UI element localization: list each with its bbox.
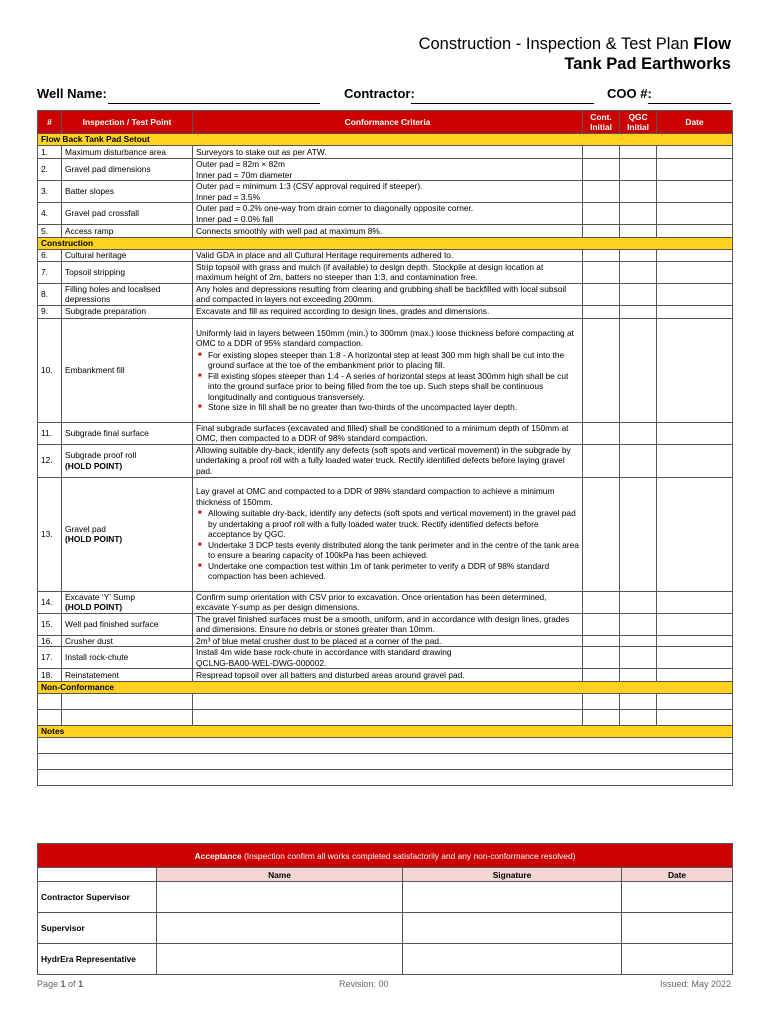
hold-point-label: (HOLD POINT) — [65, 602, 123, 612]
inspection-point-text: Gravel pad — [65, 523, 106, 534]
conformance-criteria — [193, 203, 583, 225]
inspection-point-text: Install rock-chute — [65, 652, 129, 663]
table-row — [38, 669, 733, 682]
blank-cell[interactable] — [583, 710, 620, 726]
issued-date: Issued: May 2022 — [659, 979, 731, 989]
conformance-criteria — [193, 159, 583, 181]
criteria-text: Any holes and depressions resulting from clearing and grubbing shall be backfilled with local subsoil and compacted in layers not exceeding 200mm. — [196, 283, 567, 304]
criteria-text: Lay gravel at OMC and compacted to a DDR of 98% standard compaction to achieve a minimum thickness of 150mm. — [196, 486, 555, 507]
section-header-construction — [38, 238, 733, 250]
qgc-initial-cell[interactable] — [620, 477, 657, 591]
conformance-criteria — [193, 669, 583, 682]
cont-initial-cell[interactable] — [583, 613, 620, 635]
acceptance-title-bold: Acceptance — [194, 850, 242, 861]
inspection-point-text: Reinstatement — [65, 669, 119, 680]
criteria-bullet: ■ Undertake one compaction test within 1m of tank perimeter to verify a DDR of 98% standard compaction has been achieved. — [208, 561, 579, 582]
row-number: 10. — [38, 318, 62, 422]
qgc-initial-cell[interactable] — [620, 261, 657, 283]
inspection-point — [62, 203, 193, 225]
conformance-criteria — [193, 250, 583, 262]
inspection-point — [62, 591, 193, 613]
qgc-initial-cell[interactable] — [620, 647, 657, 669]
cont-initial-cell[interactable] — [583, 669, 620, 682]
inspection-point-text: Well pad finished surface — [65, 618, 159, 629]
criteria-text: Outer pad = minimum 1:3 (CSV approval required if steeper). Inner pad = 3.5% — [196, 181, 423, 202]
acceptance-col-signature: Signature — [403, 868, 622, 882]
criteria-text: Connects smoothly with well pad at maximum 8%. — [196, 225, 383, 236]
criteria-text: Confirm sump orientation with CSV prior to excavation. Once orientation has been determined, excavate Y-sump as per design dimensions. — [196, 591, 547, 612]
inspection-point-text: Access ramp — [65, 225, 114, 236]
blank-cell[interactable] — [620, 694, 657, 710]
cont-initial-cell[interactable] — [583, 225, 620, 238]
acceptance-col-name: Name — [157, 868, 403, 882]
conformance-criteria — [193, 261, 583, 283]
criteria-bullets — [196, 508, 579, 582]
date-cell[interactable] — [657, 250, 733, 262]
qgc-initial-cell[interactable] — [620, 613, 657, 635]
blank-cell[interactable] — [193, 710, 583, 726]
table-row — [38, 159, 733, 181]
page-footer — [37, 979, 731, 989]
table-row — [38, 181, 733, 203]
section-header-nonconformance — [38, 682, 733, 694]
qgc-initial-cell[interactable] — [620, 203, 657, 225]
inspection-point-text: Cultural heritage — [65, 250, 127, 260]
criteria-text: Strip topsoil with grass and mulch (if available) to design depth. Stockpile at design location at maximum height of 2m, batters no steeper than 1:3, and contamination free. — [196, 261, 544, 282]
row-number: 4. — [38, 203, 62, 225]
cont-initial-cell[interactable] — [583, 181, 620, 203]
cont-initial-cell[interactable] — [583, 146, 620, 159]
inspection-point — [62, 477, 193, 591]
inspection-point-text: Maximum disturbance area — [65, 146, 167, 157]
cont-initial-cell[interactable] — [583, 305, 620, 318]
qgc-initial-cell[interactable] — [620, 283, 657, 305]
conformance-criteria — [193, 146, 583, 159]
inspection-point-text: Gravel pad crossfall — [65, 208, 140, 219]
blank-cell[interactable] — [62, 694, 193, 710]
row-number: 17. — [38, 647, 62, 669]
date-cell[interactable] — [657, 422, 733, 444]
acceptance-role: HydrEra Representative — [38, 944, 157, 975]
cont-initial-cell[interactable] — [583, 647, 620, 669]
table-row — [38, 591, 733, 613]
date-cell[interactable] — [622, 944, 733, 975]
date-cell[interactable] — [657, 261, 733, 283]
acceptance-blank-head — [38, 868, 157, 882]
name-cell[interactable] — [157, 944, 403, 975]
inspection-point-text: Crusher dust — [65, 635, 113, 646]
table-row — [38, 422, 733, 444]
acceptance-body — [38, 882, 733, 975]
notes-row — [38, 754, 733, 770]
date-cell[interactable] — [622, 913, 733, 944]
date-cell[interactable] — [657, 647, 733, 669]
table-row — [38, 283, 733, 305]
header-fields — [37, 86, 731, 106]
table-row — [38, 647, 733, 669]
criteria-bullet: ■ Stone size in fill shall be no greater than two-thirds of the uncompacted layer depth. — [208, 402, 579, 413]
page-of: of — [65, 979, 79, 989]
criteria-text: Valid GDA in place and all Cultural Heritage requirements adhered to. — [196, 250, 454, 260]
inspection-point — [62, 283, 193, 305]
section-header-setout — [38, 134, 733, 146]
well-name-field[interactable] — [108, 103, 320, 104]
title-line1: Construction - Inspection & Test Plan — [418, 35, 694, 53]
date-cell[interactable] — [657, 444, 733, 477]
conformance-criteria — [193, 444, 583, 477]
blank-cell[interactable] — [657, 710, 733, 726]
col-date: Date — [657, 111, 733, 134]
blank-cell[interactable] — [193, 694, 583, 710]
cont-initial-cell[interactable] — [583, 159, 620, 181]
conformance-criteria — [193, 477, 583, 591]
date-cell[interactable] — [622, 882, 733, 913]
date-cell[interactable] — [657, 305, 733, 318]
criteria-text: Respread topsoil over all batters and disturbed areas around gravel pad. — [196, 669, 465, 680]
criteria-bullet: ■ Allowing suitable dry-back, identify any defects (soft spots and vertical movement) in the gravel pad by undertaking a proof roll with a fully loaded water truck. Rectify identified defects before acceptance by QGC. — [208, 508, 579, 540]
blank-cell[interactable] — [620, 710, 657, 726]
conformance-criteria — [193, 181, 583, 203]
page-number — [37, 979, 83, 989]
hold-point-label: (HOLD POINT) — [65, 460, 123, 471]
title-line1-bold: Flow — [693, 35, 731, 53]
inspection-point-text: Subgrade preparation — [65, 306, 147, 317]
criteria-text: Install 4m wide base rock-chute in accordance with standard drawing QCLNG-BA00-WEL-DWG-000002. — [196, 647, 452, 668]
inspection-point — [62, 181, 193, 203]
row-number: 6. — [38, 250, 62, 262]
cont-initial-cell[interactable] — [583, 444, 620, 477]
notes-cell[interactable] — [38, 754, 733, 770]
criteria-text: Final subgrade surfaces (excavated and filled) shall be conditioned to a minimum depth of 150mm at OMC, then compacted to a DDR of 98% standard compaction. — [196, 422, 569, 443]
qgc-initial-cell[interactable] — [620, 591, 657, 613]
qgc-initial-cell[interactable] — [620, 444, 657, 477]
row-number: 16. — [38, 635, 62, 647]
acceptance-row — [38, 944, 733, 975]
blank-row — [38, 694, 733, 710]
qgc-initial-cell[interactable] — [620, 305, 657, 318]
contractor-field[interactable] — [411, 103, 594, 104]
acceptance-row — [38, 882, 733, 913]
inspection-point — [62, 261, 193, 283]
acceptance-title — [38, 844, 733, 868]
inspection-point-text: Subgrade final surface — [65, 427, 149, 438]
inspection-point — [62, 318, 193, 422]
acceptance-role: Supervisor — [38, 913, 157, 944]
section-header-notes — [38, 726, 733, 738]
conformance-criteria — [193, 591, 583, 613]
criteria-text: The gravel finished surfaces must be a smooth, uniform, and in accordance with design lines, grades and dimensions. Ensure no debris or stones greater than 10mm. — [196, 613, 570, 634]
blank-cell[interactable] — [583, 694, 620, 710]
criteria-text: Uniformly laid in layers between 150mm (min.) to 300mm (max.) loose thickness before compacting at OMC to a DDR of 95% standard compaction. — [196, 327, 574, 348]
inspection-point-text: Subgrade proof roll — [65, 450, 137, 460]
table-row — [38, 318, 733, 422]
row-number: 15. — [38, 613, 62, 635]
row-number: 9. — [38, 305, 62, 318]
inspection-point — [62, 613, 193, 635]
well-name-label: Well Name: — [37, 86, 107, 101]
table-row — [38, 635, 733, 647]
row-number: 5. — [38, 225, 62, 238]
section-title: Non-Conformance — [38, 682, 733, 694]
row-number: 18. — [38, 669, 62, 682]
col-criteria: Conformance Criteria — [193, 111, 583, 134]
qgc-initial-cell[interactable] — [620, 422, 657, 444]
conformance-criteria — [193, 422, 583, 444]
table-row — [38, 613, 733, 635]
cont-initial-cell[interactable] — [583, 422, 620, 444]
table-header — [38, 111, 733, 134]
inspection-point — [62, 647, 193, 669]
acceptance-col-date: Date — [622, 868, 733, 882]
row-number: 8. — [38, 283, 62, 305]
signature-cell[interactable] — [403, 913, 622, 944]
inspection-point — [62, 225, 193, 238]
conformance-criteria — [193, 305, 583, 318]
qgc-initial-cell[interactable] — [620, 159, 657, 181]
cont-initial-cell[interactable] — [583, 203, 620, 225]
row-number: 1. — [38, 146, 62, 159]
signature-cell[interactable] — [403, 944, 622, 975]
conformance-criteria — [193, 613, 583, 635]
row-number: 14. — [38, 591, 62, 613]
cont-initial-cell[interactable] — [583, 318, 620, 422]
table-row — [38, 203, 733, 225]
name-cell[interactable] — [157, 882, 403, 913]
criteria-text: Excavate and fill as required according to design lines, grades and dimensions. — [196, 306, 490, 317]
coo-label: COO #: — [607, 86, 652, 101]
page-num: 1 — [60, 979, 66, 989]
conformance-criteria — [193, 225, 583, 238]
blank-row — [38, 710, 733, 726]
criteria-text: 2m³ of blue metal crusher dust to be placed at a corner of the pad. — [196, 635, 442, 646]
row-number: 2. — [38, 159, 62, 181]
qgc-initial-cell[interactable] — [620, 318, 657, 422]
qgc-initial-cell[interactable] — [620, 146, 657, 159]
col-qgc: QGC Initial — [620, 111, 657, 134]
criteria-text: Outer pad = 82m × 82m Inner pad = 70m diameter — [196, 159, 293, 180]
name-cell[interactable] — [157, 913, 403, 944]
page-prefix: Page — [37, 979, 61, 989]
acceptance-title-rest: (Inspection confirm all works completed satisfactorily and any non-conformance resolved) — [241, 850, 576, 861]
row-number: 3. — [38, 181, 62, 203]
table-row — [38, 261, 733, 283]
criteria-bullet: ■ Fill existing slopes steeper than 1:4 - A series of horizontal steps at least 300mm high shall be cut into the ground surface prior to being filled from the toe up. Such steps shall be continuous longitudinally and contiguous transversely. — [208, 371, 579, 403]
col-cont: Cont. Initial — [583, 111, 620, 134]
qgc-initial-cell[interactable] — [620, 635, 657, 647]
blank-cell[interactable] — [38, 710, 62, 726]
inspection-point — [62, 422, 193, 444]
criteria-bullet: ■ Undertake 3 DCP tests evenly distributed along the tank perimeter and in the centre of the tank area to ensure a bearing capacity of 100kPa has been achieved. — [208, 540, 579, 561]
inspection-point — [62, 159, 193, 181]
table-row — [38, 477, 733, 591]
coo-field[interactable] — [648, 103, 731, 104]
date-cell[interactable] — [657, 318, 733, 422]
col-point: Inspection / Test Point — [62, 111, 193, 134]
inspection-point — [62, 635, 193, 647]
qgc-initial-cell[interactable] — [620, 669, 657, 682]
date-cell[interactable] — [657, 669, 733, 682]
cont-initial-cell[interactable] — [583, 261, 620, 283]
date-cell[interactable] — [657, 225, 733, 238]
date-cell[interactable] — [657, 591, 733, 613]
table-body — [38, 134, 733, 786]
date-cell[interactable] — [657, 283, 733, 305]
contractor-label: Contractor: — [344, 86, 415, 101]
qgc-initial-cell[interactable] — [620, 225, 657, 238]
inspection-point-text: Batter slopes — [65, 186, 114, 197]
conformance-criteria — [193, 283, 583, 305]
inspection-point — [62, 669, 193, 682]
section-title: Construction — [38, 238, 733, 250]
table-row — [38, 305, 733, 318]
cont-initial-cell[interactable] — [583, 477, 620, 591]
row-number: 11. — [38, 422, 62, 444]
signature-cell[interactable] — [403, 882, 622, 913]
notes-cell[interactable] — [38, 770, 733, 786]
inspection-point — [62, 146, 193, 159]
inspection-point-text: Gravel pad dimensions — [65, 164, 151, 175]
page-total: 1 — [78, 979, 84, 989]
acceptance-role: Contractor Supervisor — [38, 882, 157, 913]
cont-initial-cell[interactable] — [583, 283, 620, 305]
table-row — [38, 444, 733, 477]
notes-row — [38, 770, 733, 786]
acceptance-table — [37, 843, 733, 975]
date-cell[interactable] — [657, 203, 733, 225]
date-cell[interactable] — [657, 635, 733, 647]
notes-row — [38, 738, 733, 754]
criteria-bullet: ■ For existing slopes steeper than 1:8 - A horizontal step at least 300 mm high shall be cut into the ground surface at the toe of the embankment prior to placing fill. — [208, 350, 579, 371]
criteria-text: Surveyors to stake out as per ATW. — [196, 146, 327, 157]
criteria-bullets — [196, 350, 579, 413]
hold-point-label: (HOLD POINT) — [65, 534, 123, 544]
section-title: Notes — [38, 726, 733, 738]
title-line2: Tank Pad Earthworks — [564, 55, 731, 73]
date-cell[interactable] — [657, 613, 733, 635]
section-title: Flow Back Tank Pad Setout — [38, 134, 733, 146]
date-cell[interactable] — [657, 477, 733, 591]
table-row — [38, 146, 733, 159]
qgc-initial-cell[interactable] — [620, 250, 657, 262]
qgc-initial-cell[interactable] — [620, 181, 657, 203]
inspection-point — [62, 305, 193, 318]
inspection-point-text: Excavate ‘Y’ Sump — [65, 591, 135, 602]
criteria-text: Outer pad = 0.2% one-way from drain corner to diagonally opposite corner. Inner pad = 0.0% fall — [196, 203, 474, 224]
conformance-criteria — [193, 635, 583, 647]
inspection-point-text: Filling holes and localised depressions — [65, 283, 161, 304]
document-title — [419, 34, 731, 74]
inspection-point — [62, 444, 193, 477]
notes-cell[interactable] — [38, 738, 733, 754]
table-row — [38, 250, 733, 262]
table-row — [38, 225, 733, 238]
cont-initial-cell[interactable] — [583, 250, 620, 262]
blank-cell[interactable] — [62, 710, 193, 726]
inspection-table — [37, 110, 733, 786]
conformance-criteria — [193, 318, 583, 422]
inspection-point-text: Topsoil stripping — [65, 266, 126, 277]
inspection-point-text: Embankment fill — [65, 364, 125, 375]
row-number: 13. — [38, 477, 62, 591]
criteria-text: Allowing suitable dry-back, identify any defects (soft spots and vertical movement) in the subgrade by undertaking a proof roll with a fully loaded water truck. Rectify identified defects before laying gravel pad. — [196, 444, 571, 476]
row-number: 7. — [38, 261, 62, 283]
blank-cell[interactable] — [657, 694, 733, 710]
col-num: # — [38, 111, 62, 134]
revision: Revision: 00 — [339, 979, 389, 989]
inspection-point — [62, 250, 193, 262]
acceptance-row — [38, 913, 733, 944]
date-cell[interactable] — [657, 146, 733, 159]
date-cell[interactable] — [657, 181, 733, 203]
date-cell[interactable] — [657, 159, 733, 181]
cont-initial-cell[interactable] — [583, 591, 620, 613]
cont-initial-cell[interactable] — [583, 635, 620, 647]
blank-cell[interactable] — [38, 694, 62, 710]
conformance-criteria — [193, 647, 583, 669]
row-number: 12. — [38, 444, 62, 477]
